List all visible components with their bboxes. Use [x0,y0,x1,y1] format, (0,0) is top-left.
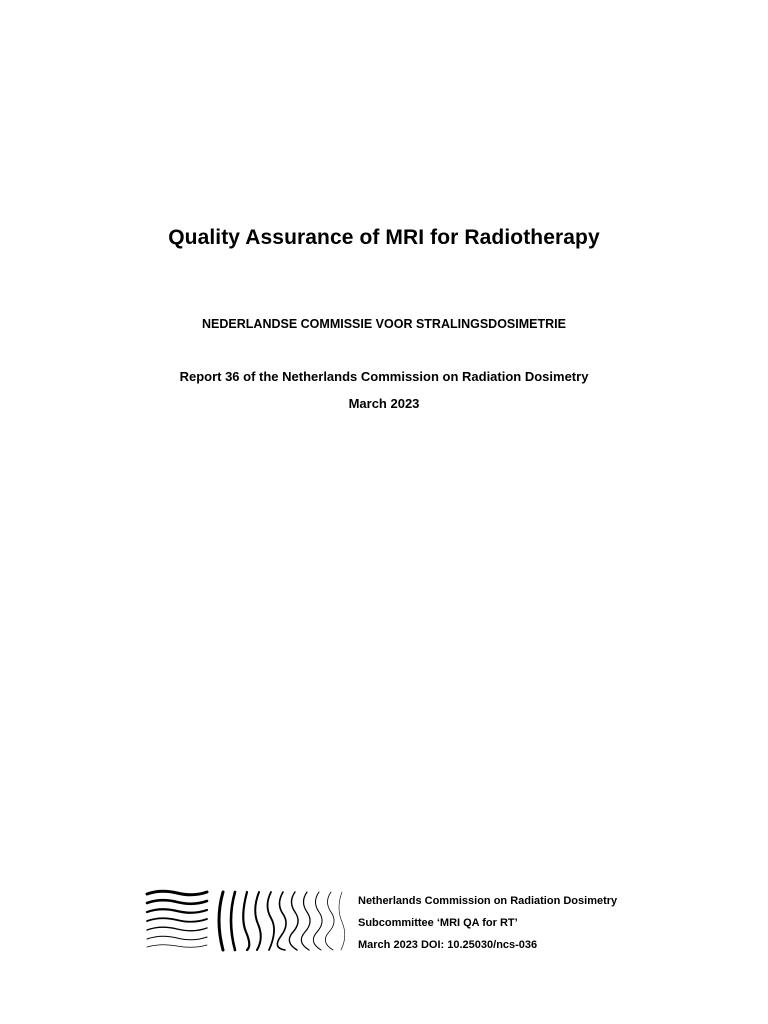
report-title: Quality Assurance of MRI for Radiotherapy [168,226,600,249]
footer-text [358,890,617,956]
footer-subcommittee-line: Subcommittee ‘MRI QA for RT’ [358,917,518,929]
footer-block [145,886,645,956]
footer-commission-line: Netherlands Commission on Radiation Dosimetry [358,895,618,907]
footer-doi-line: March 2023 DOI: 10.25030/ncs-036 [358,939,538,951]
report-number-line: Report 36 of the Netherlands Commission on Radiation Dosimetry [179,369,589,384]
ncs-wave-logo-icon [145,888,345,952]
commission-name: NEDERLANDSE COMMISSIE VOOR STRALINGSDOSIMETRIE [202,317,566,331]
report-date: March 2023 [348,396,420,411]
